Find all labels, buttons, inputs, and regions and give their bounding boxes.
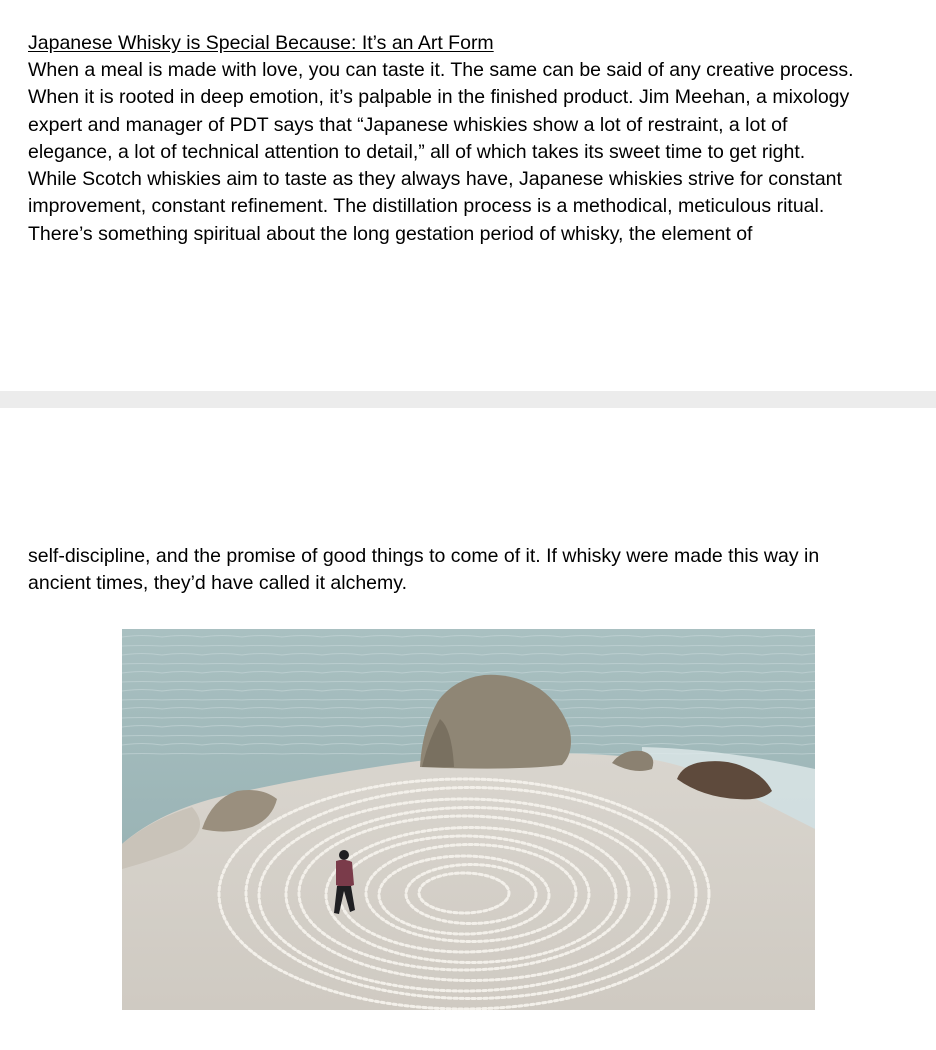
wave-line (122, 664, 815, 665)
paragraph-line: There’s something spiritual about the long gestation period of whisky, the element of (28, 222, 753, 245)
paragraph-line: When a meal is made with love, you can taste it. The same can be said of any creative process. (28, 59, 854, 81)
wave-line (122, 646, 815, 647)
labyrinth-photo-drawing (122, 629, 815, 1010)
page-break (0, 391, 936, 408)
paragraph-line: self-discipline, and the promise of good things to come of it. If whisky were made this way in (28, 545, 820, 567)
labyrinth-photo (122, 629, 815, 1010)
paragraph-line: When it is rooted in deep emotion, it’s palpable in the finished product. Jim Meehan, a mixology (28, 86, 850, 109)
document-page-2 (0, 408, 936, 1050)
paragraph-line: expert and manager of PDT says that “Japanese whiskies show a lot of restraint, a lot of (28, 113, 788, 136)
body-paragraph (28, 57, 928, 248)
section-heading: Japanese Whisky is Special Because: It’s an Art Form (28, 32, 494, 54)
paragraph-line: While Scotch whiskies aim to taste as they always have, Japanese whiskies strive for constant (28, 168, 842, 191)
paragraph-line: improvement, constant refinement. The distillation process is a methodical, meticulous ritual. (28, 195, 825, 218)
paragraph-line: elegance, a lot of technical attention to detail,” all of which takes its sweet time to get right. (28, 140, 806, 163)
body-paragraph-continued (28, 543, 928, 598)
document-page-1 (0, 0, 936, 391)
paragraph-line: ancient times, they’d have called it alchemy. (28, 572, 407, 595)
